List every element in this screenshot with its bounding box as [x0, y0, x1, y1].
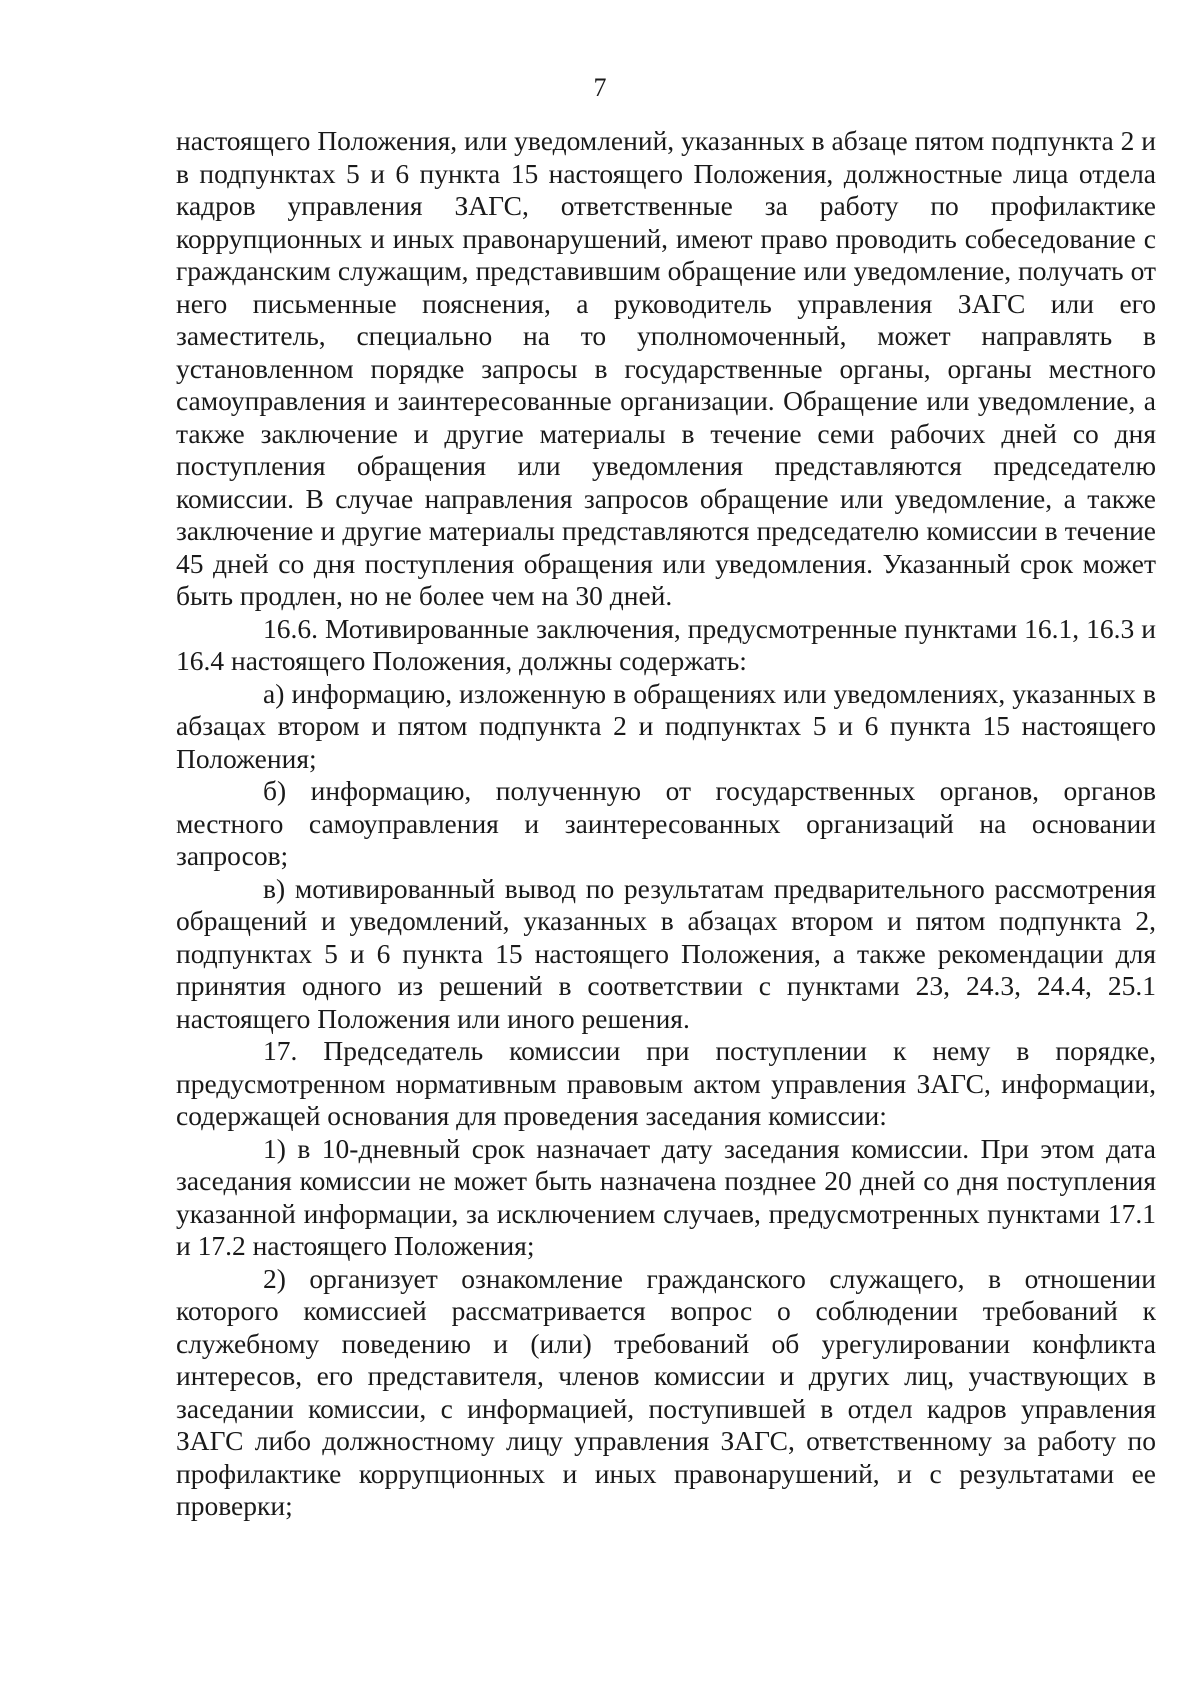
- paragraph-continuation: настоящего Положения, или уведомлений, указанных в абзаце пятом подпункта 2 и в подпунктах 5 и 6 пункта 15 настоящего Положения, должностные лица отдела кадров управления ЗАГС, ответственные за работу по профилактике коррупционных и иных правонарушений, имеют право проводить собеседование с гражданским служащим, представившим обращение или уведомление, получать от него письменные пояснения, а руководитель управления ЗАГС или его заместитель, специально на то уполномоченный, может направлять в установленном порядке запросы в государственные органы, органы местного самоуправления и заинтересованные организации. Обращение или уведомление, а также заключение и другие материалы в течение семи рабочих дней со дня поступления обращения или уведомления представляются председателю комиссии. В случае направления запросов обращение или уведомление, а также заключение и другие материалы представляются председателю комиссии в течение 45 дней со дня поступления обращения или уведомления. Указанный срок может быть продлен, но не более чем на 30 дней.: [176, 125, 1156, 611]
- paragraph-17-2: 2) организует ознакомление гражданского служащего, в отношении которого комиссией рассматривается вопрос о соблюдении требований к служебному поведению и (или) требований об урегулировании конфликта интересов, его представителя, членов комиссии и других лиц, участвующих в заседании комиссии, с информацией, поступившей в отдел кадров управления ЗАГС либо должностному лицу управления ЗАГС, ответственному за работу по профилактике коррупционных и иных правонарушений, и с результатами ее проверки;: [176, 1262, 1156, 1521]
- paragraph-16-6-b: б) информацию, полученную от государственных органов, органов местного самоуправления и заинтересованных организаций на основании запросов;: [176, 775, 1156, 871]
- paragraph-16-6-v: в) мотивированный вывод по результатам предварительного рассмотрения обращений и уведомлений, указанных в абзацах втором и пятом подпункта 2, подпунктах 5 и 6 пункта 15 настоящего Положения, а также рекомендации для принятия одного из решений в соответствии с пунктами 23, 24.3, 24.4, 25.1 настоящего Положения или иного решения.: [176, 872, 1156, 1034]
- paragraph-17: 17. Председатель комиссии при поступлении к нему в порядке, предусмотренном нормативным правовым актом управления ЗАГС, информации, содержащей основания для проведения заседания комиссии:: [176, 1035, 1156, 1131]
- document-body: [176, 125, 1156, 1523]
- page-number: 7: [593, 73, 607, 102]
- paragraph-16-6: 16.6. Мотивированные заключения, предусмотренные пунктами 16.1, 16.3 и 16.4 настоящего Положения, должны содержать:: [176, 612, 1156, 676]
- paragraph-17-1: 1) в 10-дневный срок назначает дату заседания комиссии. При этом дата заседания комиссии не может быть назначена позднее 20 дней со дня поступления указанной информации, за исключением случаев, предусмотренных пунктами 17.1 и 17.2 настоящего Положения;: [176, 1132, 1156, 1261]
- paragraph-16-6-a: а) информацию, изложенную в обращениях или уведомлениях, указанных в абзацах втором и пятом подпункта 2 и подпунктах 5 и 6 пункта 15 настоящего Положения;: [176, 677, 1156, 774]
